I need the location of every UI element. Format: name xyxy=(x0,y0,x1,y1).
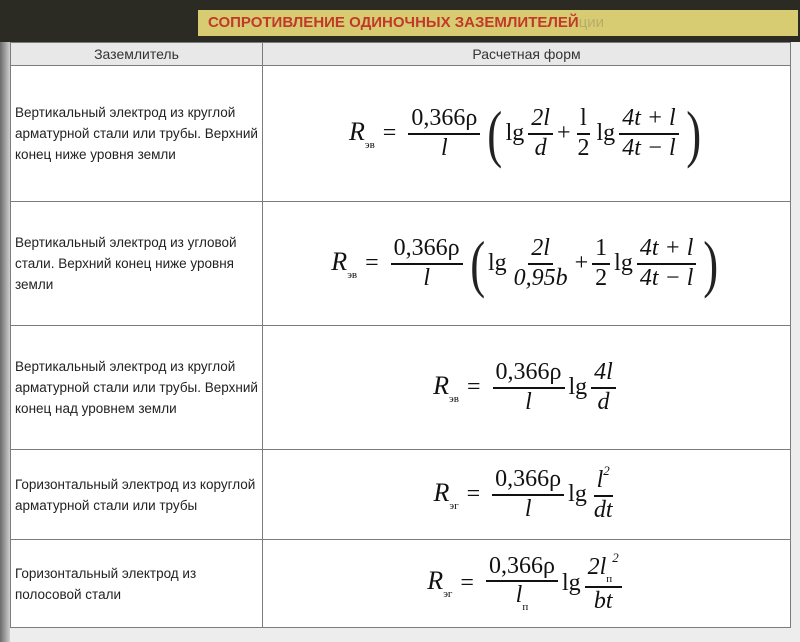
table-row xyxy=(11,202,791,326)
row-description: Горизонтальный электрод из коруглой арматурной стали или трубы xyxy=(11,450,263,540)
depth-fraction: $\frac{4t + l}{4t - l}$ xyxy=(637,235,697,292)
row-description: Горизонтальный электрод из полосовой стали xyxy=(11,540,263,628)
row-formula xyxy=(263,450,791,540)
table-row xyxy=(11,540,791,628)
log-fraction: $\frac{2l}{0,95b}$ xyxy=(513,234,568,291)
table-row xyxy=(11,66,791,202)
lg-operator: lg xyxy=(561,569,581,596)
title-tail: ции xyxy=(578,14,605,31)
coefficient-fraction: $\frac{0,366\rho}{l}$ xyxy=(408,105,480,162)
title-text: СОПРОТИВЛЕНИЕ ОДИНОЧНЫХ ЗАЗЕМЛИТЕЛЕЙ xyxy=(208,14,579,31)
depth-fraction: $\frac{4t + l}{4t - l}$ xyxy=(619,105,679,162)
lg-operator: lg xyxy=(505,120,525,146)
log-fraction: $\frac{4l}{d}$ xyxy=(591,359,616,416)
lg-operator: lg xyxy=(568,374,588,400)
row-formula xyxy=(263,66,791,202)
left-shadow xyxy=(0,42,10,642)
header-row xyxy=(11,43,791,66)
log-fraction: $\frac{l^2}{dt}$ xyxy=(593,463,613,523)
equals-sign: = xyxy=(460,569,474,596)
coefficient-fraction: $\frac{0,366\rho}{l}$ xyxy=(492,466,564,523)
coefficient-fraction: $\frac{0,366\rho}{l}$ xyxy=(391,235,463,292)
half-fraction: $\frac{l}{2}$ xyxy=(577,104,590,161)
lg-operator: lg xyxy=(487,250,507,276)
coefficient-fraction: $\frac{0,366\rho}{l_п}$ xyxy=(486,553,558,614)
row-formula xyxy=(263,540,791,628)
resistance-symbol: $R_{эв}$ xyxy=(331,246,358,281)
table-row xyxy=(11,450,791,540)
header-formula: Расчетная форм xyxy=(263,43,791,66)
half-fraction: $\frac{1}{2}$ xyxy=(592,235,610,292)
row-description: Вертикальный электрод из круглой арматурной стали или трубы. Верхний конец ниже уровня земли xyxy=(11,66,263,202)
row-description: Вертикальный электрод из круглой арматурной стали или трубы. Верхний конец над уровнем земли xyxy=(11,326,263,450)
open-paren: ( xyxy=(487,97,503,169)
plus-sign: + xyxy=(574,250,589,276)
row-formula xyxy=(263,326,791,450)
equals-sign: = xyxy=(365,250,379,276)
grounding-table xyxy=(10,42,791,628)
close-paren: ) xyxy=(685,97,701,169)
plus-sign: + xyxy=(556,120,571,146)
equals-sign: = xyxy=(466,481,481,507)
coefficient-fraction: $\frac{0,366\rho}{l}$ xyxy=(493,359,565,416)
resistance-symbol: $R_{эг}$ xyxy=(433,477,459,512)
resistance-symbol: $R_{эв}$ xyxy=(433,370,459,405)
log-fraction: $\frac{2l}{d}$ xyxy=(528,105,553,162)
resistance-symbol: $R_{эг}$ xyxy=(427,566,453,601)
equals-sign: = xyxy=(382,120,397,146)
table-title xyxy=(198,10,798,36)
row-description: Вертикальный электрод из угловой стали. Верхний конец ниже уровня земли xyxy=(11,202,263,326)
open-paren: ( xyxy=(469,227,485,299)
lg-operator: lg xyxy=(568,481,587,507)
row-formula xyxy=(263,202,791,326)
title-bar xyxy=(0,0,800,42)
log-fraction: $\frac{2l_п^2}{bt}$ xyxy=(585,551,622,615)
lg-operator: lg xyxy=(614,250,633,276)
header-electrode: Заземлитель xyxy=(11,43,263,66)
lg-operator: lg xyxy=(596,120,616,146)
resistance-symbol: $R_{эв}$ xyxy=(348,116,375,151)
equals-sign: = xyxy=(466,374,481,400)
close-paren: ) xyxy=(703,227,719,299)
table-row xyxy=(11,326,791,450)
